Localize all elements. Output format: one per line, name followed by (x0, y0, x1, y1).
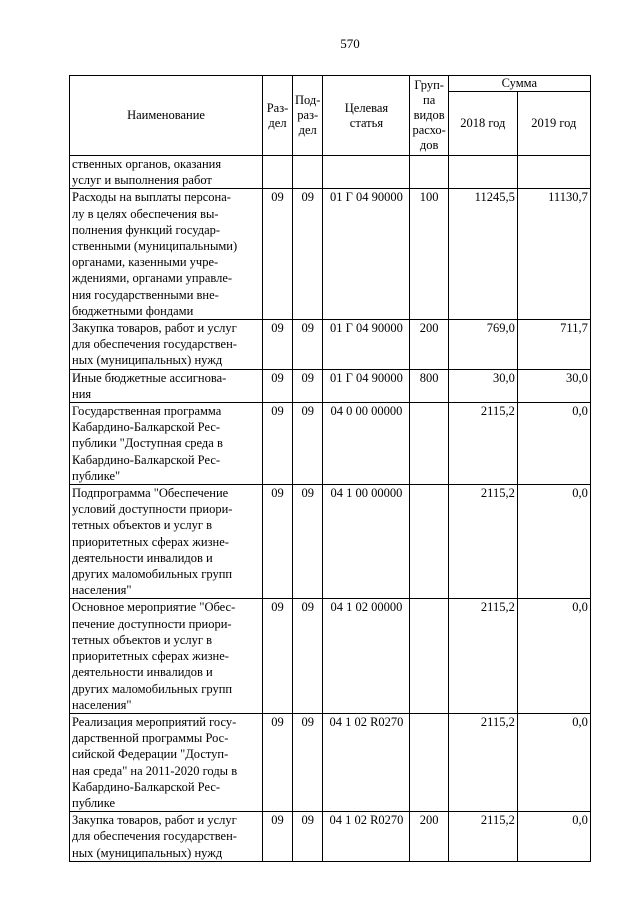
table-body (70, 156, 591, 862)
cell-group: 100 (410, 189, 448, 320)
cell-subsection (293, 156, 323, 189)
cell-group: 800 (410, 369, 448, 402)
cell-group (410, 485, 448, 599)
cell-article: 01 Г 04 90000 (323, 320, 410, 370)
cell-subsection: 09 (293, 369, 323, 402)
cell-section: 09 (263, 320, 293, 370)
header-year-2018: 2018 год (448, 92, 517, 156)
table-row (70, 320, 591, 370)
cell-article: 04 1 00 00000 (323, 485, 410, 599)
cell-sum-2019: 0,0 (517, 485, 590, 599)
cell-group (410, 599, 448, 713)
cell-name: Основное мероприятие "Обес- печение доступности приори- тетных объектов и услуг в приоритетных сферах жизне- деятельности инвалидов и других маломобильных групп населения" (70, 599, 263, 713)
cell-group (410, 403, 448, 485)
cell-subsection: 09 (293, 599, 323, 713)
cell-sum-2018: 11245,5 (448, 189, 517, 320)
cell-article: 04 1 02 R0270 (323, 713, 410, 811)
cell-name: Иные бюджетные ассигнова- ния (70, 369, 263, 402)
table-row (70, 812, 591, 862)
cell-article: 04 1 02 00000 (323, 599, 410, 713)
cell-sum-2019: 0,0 (517, 713, 590, 811)
cell-group: 200 (410, 812, 448, 862)
cell-name: Расходы на выплаты персона- лу в целях обеспечения вы- полнения функций государ- ственными (муниципальными) органами, казенными учре- ждениями, органами управле- ния государственными вне- бюджетными фондами (70, 189, 263, 320)
cell-sum-2019: 0,0 (517, 403, 590, 485)
cell-group (410, 156, 448, 189)
budget-table (69, 75, 591, 862)
cell-name: ственных органов, оказания услуг и выполнения работ (70, 156, 263, 189)
cell-sum-2018: 2115,2 (448, 403, 517, 485)
cell-subsection: 09 (293, 189, 323, 320)
cell-sum-2018: 2115,2 (448, 812, 517, 862)
table-row (70, 156, 591, 189)
table-row (70, 403, 591, 485)
page-number: 570 (340, 36, 360, 51)
cell-sum-2019: 711,7 (517, 320, 590, 370)
cell-article (323, 156, 410, 189)
cell-sum-2019: 0,0 (517, 599, 590, 713)
header-article: Целевая статья (323, 76, 410, 156)
table-header (70, 76, 591, 156)
cell-name: Закупка товаров, работ и услуг для обеспечения государствен- ных (муниципальных) нужд (70, 812, 263, 862)
cell-sum-2018: 2115,2 (448, 599, 517, 713)
header-group: Груп- па видов расхо- дов (410, 76, 448, 156)
cell-section: 09 (263, 403, 293, 485)
cell-subsection: 09 (293, 713, 323, 811)
cell-subsection: 09 (293, 485, 323, 599)
cell-subsection: 09 (293, 320, 323, 370)
cell-section: 09 (263, 599, 293, 713)
table-row (70, 485, 591, 599)
cell-name: Государственная программа Кабардино-Балкарской Рес- публики "Доступная среда в Кабардино-Балкарской Рес- публике" (70, 403, 263, 485)
cell-name: Закупка товаров, работ и услуг для обеспечения государствен- ных (муниципальных) нужд (70, 320, 263, 370)
cell-sum-2018: 769,0 (448, 320, 517, 370)
cell-article: 04 0 00 00000 (323, 403, 410, 485)
table-row (70, 713, 591, 811)
cell-group (410, 713, 448, 811)
cell-sum-2018 (448, 156, 517, 189)
cell-sum-2018: 2115,2 (448, 713, 517, 811)
cell-subsection: 09 (293, 403, 323, 485)
cell-section: 09 (263, 812, 293, 862)
cell-name: Реализация мероприятий госу- дарственной программы Рос- сийской Федерации "Доступ- ная среда" на 2011-2020 годы в Кабардино-Балкарской Рес- публике (70, 713, 263, 811)
cell-section: 09 (263, 485, 293, 599)
cell-sum-2018: 30,0 (448, 369, 517, 402)
cell-section (263, 156, 293, 189)
header-name: Наименование (70, 76, 263, 156)
table-row (70, 369, 591, 402)
cell-sum-2019 (517, 156, 590, 189)
header-subsection: Под- раз- дел (293, 76, 323, 156)
cell-article: 01 Г 04 90000 (323, 189, 410, 320)
cell-group: 200 (410, 320, 448, 370)
cell-sum-2019: 0,0 (517, 812, 590, 862)
table-row (70, 599, 591, 713)
cell-sum-2019: 11130,7 (517, 189, 590, 320)
cell-section: 09 (263, 369, 293, 402)
cell-article: 01 Г 04 90000 (323, 369, 410, 402)
header-year-2019: 2019 год (517, 92, 590, 156)
table-row (70, 189, 591, 320)
cell-sum-2019: 30,0 (517, 369, 590, 402)
header-section: Раз- дел (263, 76, 293, 156)
cell-section: 09 (263, 189, 293, 320)
cell-section: 09 (263, 713, 293, 811)
cell-sum-2018: 2115,2 (448, 485, 517, 599)
cell-subsection: 09 (293, 812, 323, 862)
header-sum: Сумма (448, 76, 590, 92)
cell-name: Подпрограмма "Обеспечение условий доступности приори- тетных объектов и услуг в приоритетных сферах жизне- деятельности инвалидов и других маломобильных групп населения" (70, 485, 263, 599)
cell-article: 04 1 02 R0270 (323, 812, 410, 862)
